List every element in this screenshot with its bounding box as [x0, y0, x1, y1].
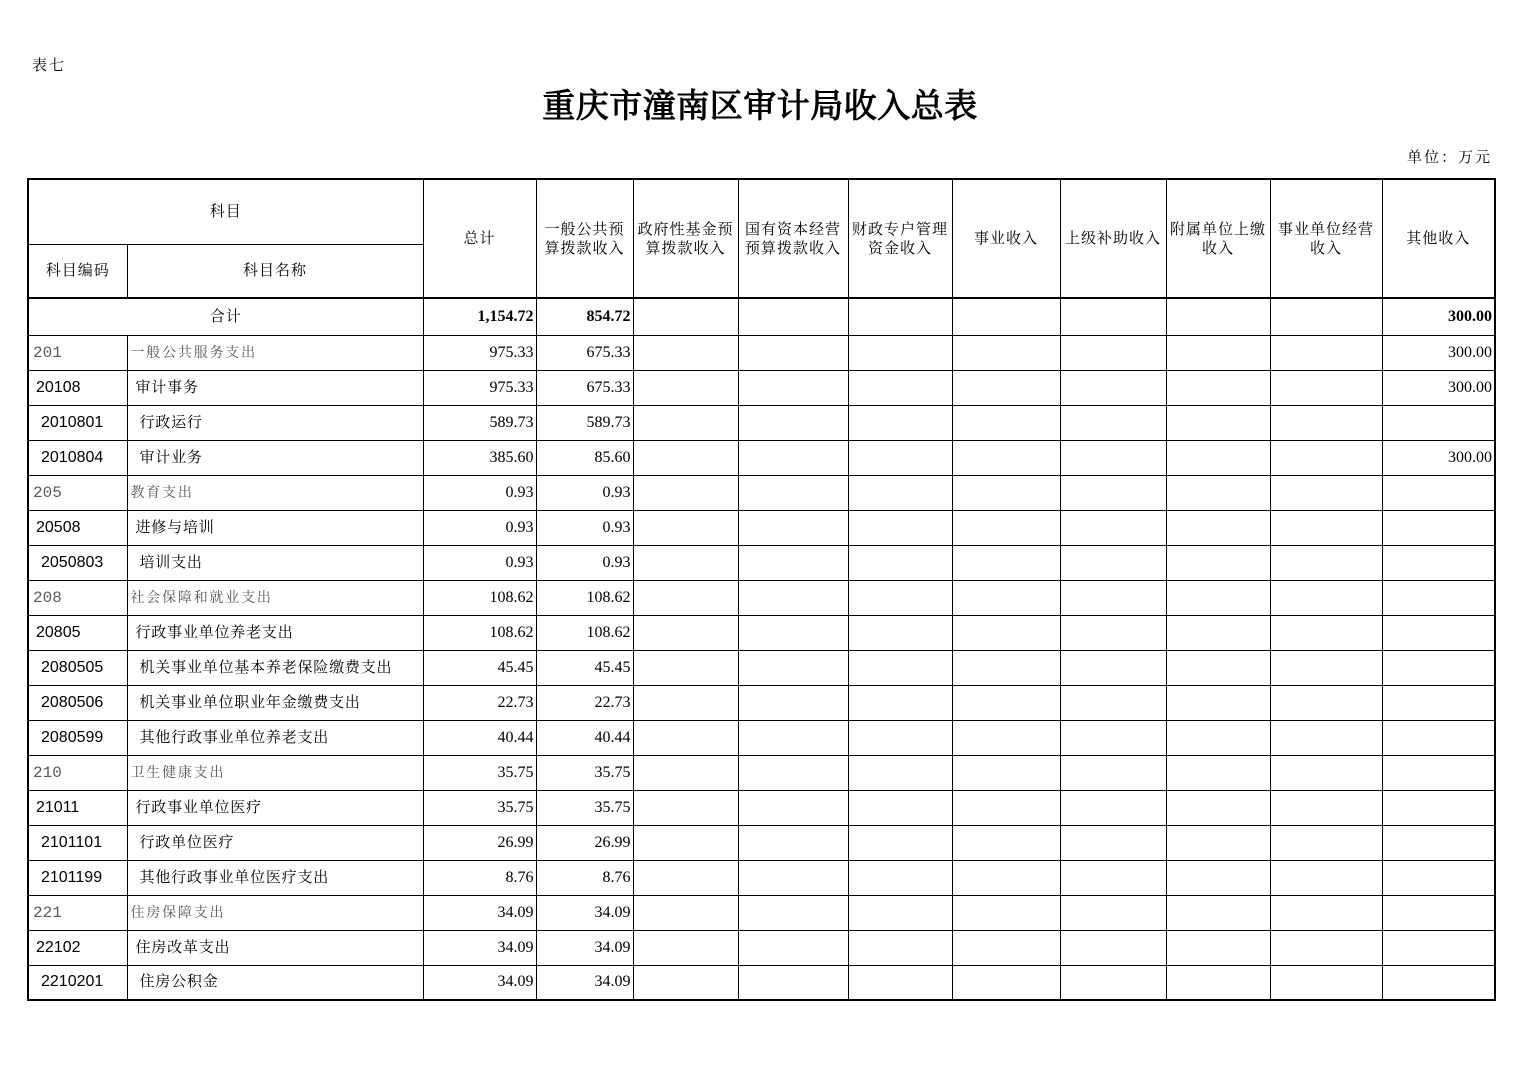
amount-cell-state-capital-budget	[738, 685, 848, 720]
subject-code-cell: 2210201	[28, 965, 127, 1000]
table-header	[28, 179, 1495, 298]
amount-cell-business-operation	[1270, 615, 1382, 650]
subject-name-cell: 行政事业单位养老支出	[127, 615, 423, 650]
amount-cell-government-fund-budget	[633, 475, 738, 510]
amount-cell-superior-subsidy	[1060, 335, 1166, 370]
total-amount-total: 1,154.72	[423, 298, 536, 335]
total-amount-affiliated-remittance	[1166, 298, 1270, 335]
amount-cell-business-income	[952, 790, 1060, 825]
amount-cell-fiscal-special-account	[848, 335, 952, 370]
subject-name-cell: 卫生健康支出	[127, 755, 423, 790]
table-row	[28, 790, 1495, 825]
amount-cell-other-income	[1382, 720, 1495, 755]
amount-cell-fiscal-special-account	[848, 580, 952, 615]
total-amount-other-income: 300.00	[1382, 298, 1495, 335]
amount-cell-state-capital-budget	[738, 930, 848, 965]
amount-cell-state-capital-budget	[738, 755, 848, 790]
amount-cell-government-fund-budget	[633, 370, 738, 405]
amount-cell-business-income	[952, 755, 1060, 790]
amount-cell-business-income	[952, 615, 1060, 650]
amount-cell-total: 45.45	[423, 650, 536, 685]
table-row	[28, 370, 1495, 405]
amount-cell-general-public-budget: 0.93	[536, 510, 633, 545]
amount-cell-business-income	[952, 860, 1060, 895]
subject-code-cell: 22102	[28, 930, 127, 965]
amount-cell-superior-subsidy	[1060, 685, 1166, 720]
amount-cell-state-capital-budget	[738, 895, 848, 930]
amount-cell-general-public-budget: 85.60	[536, 440, 633, 475]
amount-cell-state-capital-budget	[738, 825, 848, 860]
amount-cell-government-fund-budget	[633, 720, 738, 755]
subject-code-cell: 2101199	[28, 860, 127, 895]
amount-cell-business-income	[952, 335, 1060, 370]
header-affiliated-remittance: 附属单位上缴 收入	[1166, 179, 1270, 298]
amount-cell-government-fund-budget	[633, 685, 738, 720]
total-amount-state-capital-budget	[738, 298, 848, 335]
amount-cell-general-public-budget: 40.44	[536, 720, 633, 755]
amount-cell-state-capital-budget	[738, 510, 848, 545]
amount-cell-affiliated-remittance	[1166, 685, 1270, 720]
header-other-income: 其他收入	[1382, 179, 1495, 298]
amount-cell-total: 589.73	[423, 405, 536, 440]
amount-cell-state-capital-budget	[738, 580, 848, 615]
amount-cell-business-operation	[1270, 965, 1382, 1000]
table-row	[28, 615, 1495, 650]
subject-code-cell: 20108	[28, 370, 127, 405]
table-row	[28, 475, 1495, 510]
amount-cell-total: 975.33	[423, 370, 536, 405]
amount-cell-other-income	[1382, 790, 1495, 825]
amount-cell-other-income	[1382, 895, 1495, 930]
amount-cell-other-income	[1382, 475, 1495, 510]
amount-cell-superior-subsidy	[1060, 860, 1166, 895]
table-row	[28, 440, 1495, 475]
amount-cell-fiscal-special-account	[848, 370, 952, 405]
amount-cell-superior-subsidy	[1060, 720, 1166, 755]
amount-cell-fiscal-special-account	[848, 545, 952, 580]
subject-code-cell: 2010804	[28, 440, 127, 475]
table-body	[28, 298, 1495, 1000]
amount-cell-general-public-budget: 675.33	[536, 335, 633, 370]
amount-cell-general-public-budget: 8.76	[536, 860, 633, 895]
amount-cell-business-income	[952, 405, 1060, 440]
amount-cell-fiscal-special-account	[848, 615, 952, 650]
amount-cell-state-capital-budget	[738, 615, 848, 650]
amount-cell-total: 0.93	[423, 545, 536, 580]
amount-cell-business-operation	[1270, 545, 1382, 580]
amount-cell-government-fund-budget	[633, 755, 738, 790]
total-amount-superior-subsidy	[1060, 298, 1166, 335]
amount-cell-superior-subsidy	[1060, 475, 1166, 510]
subject-code-cell: 2080506	[28, 685, 127, 720]
amount-cell-general-public-budget: 589.73	[536, 405, 633, 440]
amount-cell-general-public-budget: 45.45	[536, 650, 633, 685]
unit-label: 单位：万元	[1406, 148, 1492, 166]
table-row	[28, 510, 1495, 545]
amount-cell-affiliated-remittance	[1166, 860, 1270, 895]
amount-cell-business-operation	[1270, 650, 1382, 685]
amount-cell-total: 35.75	[423, 790, 536, 825]
amount-cell-superior-subsidy	[1060, 405, 1166, 440]
amount-cell-business-income	[952, 930, 1060, 965]
amount-cell-business-operation	[1270, 930, 1382, 965]
amount-cell-other-income: 300.00	[1382, 335, 1495, 370]
subject-name-cell: 机关事业单位基本养老保险缴费支出	[127, 650, 423, 685]
amount-cell-business-income	[952, 580, 1060, 615]
amount-cell-affiliated-remittance	[1166, 825, 1270, 860]
amount-cell-total: 0.93	[423, 510, 536, 545]
total-amount-business-income	[952, 298, 1060, 335]
amount-cell-other-income	[1382, 615, 1495, 650]
amount-cell-other-income	[1382, 825, 1495, 860]
amount-cell-government-fund-budget	[633, 545, 738, 580]
subject-code-cell: 2101101	[28, 825, 127, 860]
amount-cell-superior-subsidy	[1060, 650, 1166, 685]
amount-cell-business-operation	[1270, 685, 1382, 720]
income-summary-table	[27, 178, 1496, 1001]
amount-cell-state-capital-budget	[738, 370, 848, 405]
amount-cell-fiscal-special-account	[848, 475, 952, 510]
subject-name-cell: 社会保障和就业支出	[127, 580, 423, 615]
amount-cell-total: 22.73	[423, 685, 536, 720]
amount-cell-business-operation	[1270, 790, 1382, 825]
amount-cell-affiliated-remittance	[1166, 650, 1270, 685]
amount-cell-affiliated-remittance	[1166, 790, 1270, 825]
subject-name-cell: 审计业务	[127, 440, 423, 475]
amount-cell-government-fund-budget	[633, 790, 738, 825]
amount-cell-total: 34.09	[423, 930, 536, 965]
amount-cell-general-public-budget: 0.93	[536, 545, 633, 580]
amount-cell-affiliated-remittance	[1166, 720, 1270, 755]
amount-cell-business-operation	[1270, 405, 1382, 440]
table-row	[28, 965, 1495, 1000]
subject-code-cell: 2050803	[28, 545, 127, 580]
table-row	[28, 685, 1495, 720]
amount-cell-state-capital-budget	[738, 335, 848, 370]
amount-cell-business-operation	[1270, 335, 1382, 370]
amount-cell-business-operation	[1270, 370, 1382, 405]
amount-cell-other-income	[1382, 755, 1495, 790]
total-amount-government-fund-budget	[633, 298, 738, 335]
amount-cell-affiliated-remittance	[1166, 965, 1270, 1000]
header-row	[28, 179, 1495, 244]
amount-cell-total: 385.60	[423, 440, 536, 475]
subject-code-cell: 205	[28, 475, 127, 510]
amount-cell-other-income	[1382, 405, 1495, 440]
amount-cell-superior-subsidy	[1060, 440, 1166, 475]
amount-cell-superior-subsidy	[1060, 580, 1166, 615]
amount-cell-government-fund-budget	[633, 930, 738, 965]
amount-cell-general-public-budget: 34.09	[536, 895, 633, 930]
amount-cell-general-public-budget: 675.33	[536, 370, 633, 405]
amount-cell-superior-subsidy	[1060, 545, 1166, 580]
amount-cell-state-capital-budget	[738, 475, 848, 510]
amount-cell-business-income	[952, 545, 1060, 580]
total-row	[28, 298, 1495, 335]
amount-cell-fiscal-special-account	[848, 720, 952, 755]
amount-cell-state-capital-budget	[738, 650, 848, 685]
amount-cell-business-operation	[1270, 860, 1382, 895]
subject-name-cell: 进修与培训	[127, 510, 423, 545]
subject-name-cell: 审计事务	[127, 370, 423, 405]
amount-cell-affiliated-remittance	[1166, 405, 1270, 440]
amount-cell-business-operation	[1270, 825, 1382, 860]
subject-code-cell: 221	[28, 895, 127, 930]
table-row	[28, 895, 1495, 930]
amount-cell-affiliated-remittance	[1166, 930, 1270, 965]
amount-cell-affiliated-remittance	[1166, 335, 1270, 370]
amount-cell-superior-subsidy	[1060, 965, 1166, 1000]
amount-cell-other-income	[1382, 545, 1495, 580]
amount-cell-business-income	[952, 685, 1060, 720]
amount-cell-total: 34.09	[423, 965, 536, 1000]
header-superior-subsidy: 上级补助收入	[1060, 179, 1166, 298]
subject-name-cell: 一般公共服务支出	[127, 335, 423, 370]
header-total: 总计	[423, 179, 536, 298]
amount-cell-general-public-budget: 0.93	[536, 475, 633, 510]
table-row	[28, 650, 1495, 685]
amount-cell-affiliated-remittance	[1166, 755, 1270, 790]
amount-cell-fiscal-special-account	[848, 965, 952, 1000]
amount-cell-superior-subsidy	[1060, 615, 1166, 650]
amount-cell-business-operation	[1270, 895, 1382, 930]
subject-code-cell: 20805	[28, 615, 127, 650]
amount-cell-other-income	[1382, 650, 1495, 685]
amount-cell-government-fund-budget	[633, 510, 738, 545]
amount-cell-government-fund-budget	[633, 440, 738, 475]
amount-cell-other-income	[1382, 580, 1495, 615]
amount-cell-total: 40.44	[423, 720, 536, 755]
amount-cell-business-income	[952, 475, 1060, 510]
header-state-capital-budget: 国有资本经营 预算拨款收入	[738, 179, 848, 298]
amount-cell-fiscal-special-account	[848, 825, 952, 860]
subject-name-cell: 住房公积金	[127, 965, 423, 1000]
amount-cell-total: 34.09	[423, 895, 536, 930]
amount-cell-fiscal-special-account	[848, 405, 952, 440]
amount-cell-superior-subsidy	[1060, 930, 1166, 965]
subject-code-cell: 2080599	[28, 720, 127, 755]
subject-code-cell: 2010801	[28, 405, 127, 440]
amount-cell-affiliated-remittance	[1166, 370, 1270, 405]
total-amount-business-operation	[1270, 298, 1382, 335]
amount-cell-general-public-budget: 35.75	[536, 790, 633, 825]
amount-cell-business-operation	[1270, 720, 1382, 755]
subject-code-cell: 20508	[28, 510, 127, 545]
amount-cell-fiscal-special-account	[848, 650, 952, 685]
amount-cell-total: 35.75	[423, 755, 536, 790]
amount-cell-fiscal-special-account	[848, 510, 952, 545]
table-row	[28, 755, 1495, 790]
subject-name-cell: 行政事业单位医疗	[127, 790, 423, 825]
subject-name-cell: 培训支出	[127, 545, 423, 580]
amount-cell-government-fund-budget	[633, 405, 738, 440]
amount-cell-total: 8.76	[423, 860, 536, 895]
amount-cell-total: 0.93	[423, 475, 536, 510]
subject-name-cell: 行政运行	[127, 405, 423, 440]
amount-cell-general-public-budget: 35.75	[536, 755, 633, 790]
amount-cell-government-fund-budget	[633, 860, 738, 895]
amount-cell-fiscal-special-account	[848, 860, 952, 895]
table-row	[28, 580, 1495, 615]
amount-cell-affiliated-remittance	[1166, 545, 1270, 580]
amount-cell-government-fund-budget	[633, 895, 738, 930]
amount-cell-state-capital-budget	[738, 965, 848, 1000]
amount-cell-state-capital-budget	[738, 790, 848, 825]
amount-cell-business-income	[952, 650, 1060, 685]
amount-cell-affiliated-remittance	[1166, 895, 1270, 930]
amount-cell-other-income	[1382, 965, 1495, 1000]
header-general-public-budget: 一般公共预 算拨款收入	[536, 179, 633, 298]
header-subject: 科目	[28, 179, 423, 244]
table-row	[28, 335, 1495, 370]
header-subject-code: 科目编码	[28, 244, 127, 298]
subject-code-cell: 210	[28, 755, 127, 790]
amount-cell-fiscal-special-account	[848, 930, 952, 965]
header-business-operation: 事业单位经营 收入	[1270, 179, 1382, 298]
amount-cell-fiscal-special-account	[848, 685, 952, 720]
amount-cell-government-fund-budget	[633, 615, 738, 650]
subject-name-cell: 机关事业单位职业年金缴费支出	[127, 685, 423, 720]
table-row	[28, 405, 1495, 440]
amount-cell-business-operation	[1270, 440, 1382, 475]
subject-name-cell: 行政单位医疗	[127, 825, 423, 860]
amount-cell-business-operation	[1270, 510, 1382, 545]
amount-cell-state-capital-budget	[738, 545, 848, 580]
amount-cell-total: 108.62	[423, 615, 536, 650]
amount-cell-superior-subsidy	[1060, 755, 1166, 790]
subject-name-cell: 住房改革支出	[127, 930, 423, 965]
amount-cell-other-income: 300.00	[1382, 440, 1495, 475]
amount-cell-business-operation	[1270, 755, 1382, 790]
amount-cell-business-income	[952, 440, 1060, 475]
subject-name-cell: 其他行政事业单位医疗支出	[127, 860, 423, 895]
amount-cell-business-income	[952, 370, 1060, 405]
total-amount-fiscal-special-account	[848, 298, 952, 335]
table-row	[28, 825, 1495, 860]
amount-cell-business-income	[952, 720, 1060, 755]
subject-name-cell: 教育支出	[127, 475, 423, 510]
amount-cell-superior-subsidy	[1060, 895, 1166, 930]
amount-cell-fiscal-special-account	[848, 895, 952, 930]
amount-cell-other-income	[1382, 930, 1495, 965]
amount-cell-superior-subsidy	[1060, 825, 1166, 860]
amount-cell-superior-subsidy	[1060, 510, 1166, 545]
amount-cell-fiscal-special-account	[848, 440, 952, 475]
header-fiscal-special-account: 财政专户管理 资金收入	[848, 179, 952, 298]
subject-code-cell: 201	[28, 335, 127, 370]
table-number-label: 表七	[32, 56, 67, 74]
header-government-fund-budget: 政府性基金预 算拨款收入	[633, 179, 738, 298]
amount-cell-government-fund-budget	[633, 965, 738, 1000]
subject-code-cell: 21011	[28, 790, 127, 825]
amount-cell-other-income	[1382, 685, 1495, 720]
amount-cell-other-income	[1382, 860, 1495, 895]
subject-name-cell: 其他行政事业单位养老支出	[127, 720, 423, 755]
amount-cell-government-fund-budget	[633, 650, 738, 685]
amount-cell-business-operation	[1270, 475, 1382, 510]
amount-cell-affiliated-remittance	[1166, 580, 1270, 615]
table-row	[28, 930, 1495, 965]
amount-cell-other-income: 300.00	[1382, 370, 1495, 405]
amount-cell-state-capital-budget	[738, 440, 848, 475]
amount-cell-government-fund-budget	[633, 335, 738, 370]
table-row	[28, 720, 1495, 755]
amount-cell-affiliated-remittance	[1166, 475, 1270, 510]
amount-cell-affiliated-remittance	[1166, 440, 1270, 475]
table-row	[28, 860, 1495, 895]
header-business-income: 事业收入	[952, 179, 1060, 298]
total-amount-general-public-budget: 854.72	[536, 298, 633, 335]
amount-cell-general-public-budget: 26.99	[536, 825, 633, 860]
amount-cell-fiscal-special-account	[848, 790, 952, 825]
total-row-label: 合计	[28, 298, 423, 335]
amount-cell-superior-subsidy	[1060, 790, 1166, 825]
amount-cell-general-public-budget: 34.09	[536, 930, 633, 965]
table-row	[28, 545, 1495, 580]
subject-name-cell: 住房保障支出	[127, 895, 423, 930]
subject-code-cell: 208	[28, 580, 127, 615]
amount-cell-total: 108.62	[423, 580, 536, 615]
amount-cell-affiliated-remittance	[1166, 615, 1270, 650]
amount-cell-total: 975.33	[423, 335, 536, 370]
header-subject-name: 科目名称	[127, 244, 423, 298]
amount-cell-total: 26.99	[423, 825, 536, 860]
amount-cell-affiliated-remittance	[1166, 510, 1270, 545]
amount-cell-superior-subsidy	[1060, 370, 1166, 405]
subject-code-cell: 2080505	[28, 650, 127, 685]
amount-cell-general-public-budget: 22.73	[536, 685, 633, 720]
amount-cell-business-operation	[1270, 580, 1382, 615]
amount-cell-state-capital-budget	[738, 720, 848, 755]
amount-cell-business-income	[952, 895, 1060, 930]
amount-cell-general-public-budget: 108.62	[536, 615, 633, 650]
amount-cell-business-income	[952, 825, 1060, 860]
amount-cell-other-income	[1382, 510, 1495, 545]
amount-cell-state-capital-budget	[738, 860, 848, 895]
amount-cell-state-capital-budget	[738, 405, 848, 440]
amount-cell-fiscal-special-account	[848, 755, 952, 790]
amount-cell-business-income	[952, 965, 1060, 1000]
amount-cell-business-income	[952, 510, 1060, 545]
amount-cell-general-public-budget: 108.62	[536, 580, 633, 615]
amount-cell-general-public-budget: 34.09	[536, 965, 633, 1000]
amount-cell-government-fund-budget	[633, 825, 738, 860]
amount-cell-government-fund-budget	[633, 580, 738, 615]
page-title: 重庆市潼南区审计局收入总表	[542, 89, 978, 125]
